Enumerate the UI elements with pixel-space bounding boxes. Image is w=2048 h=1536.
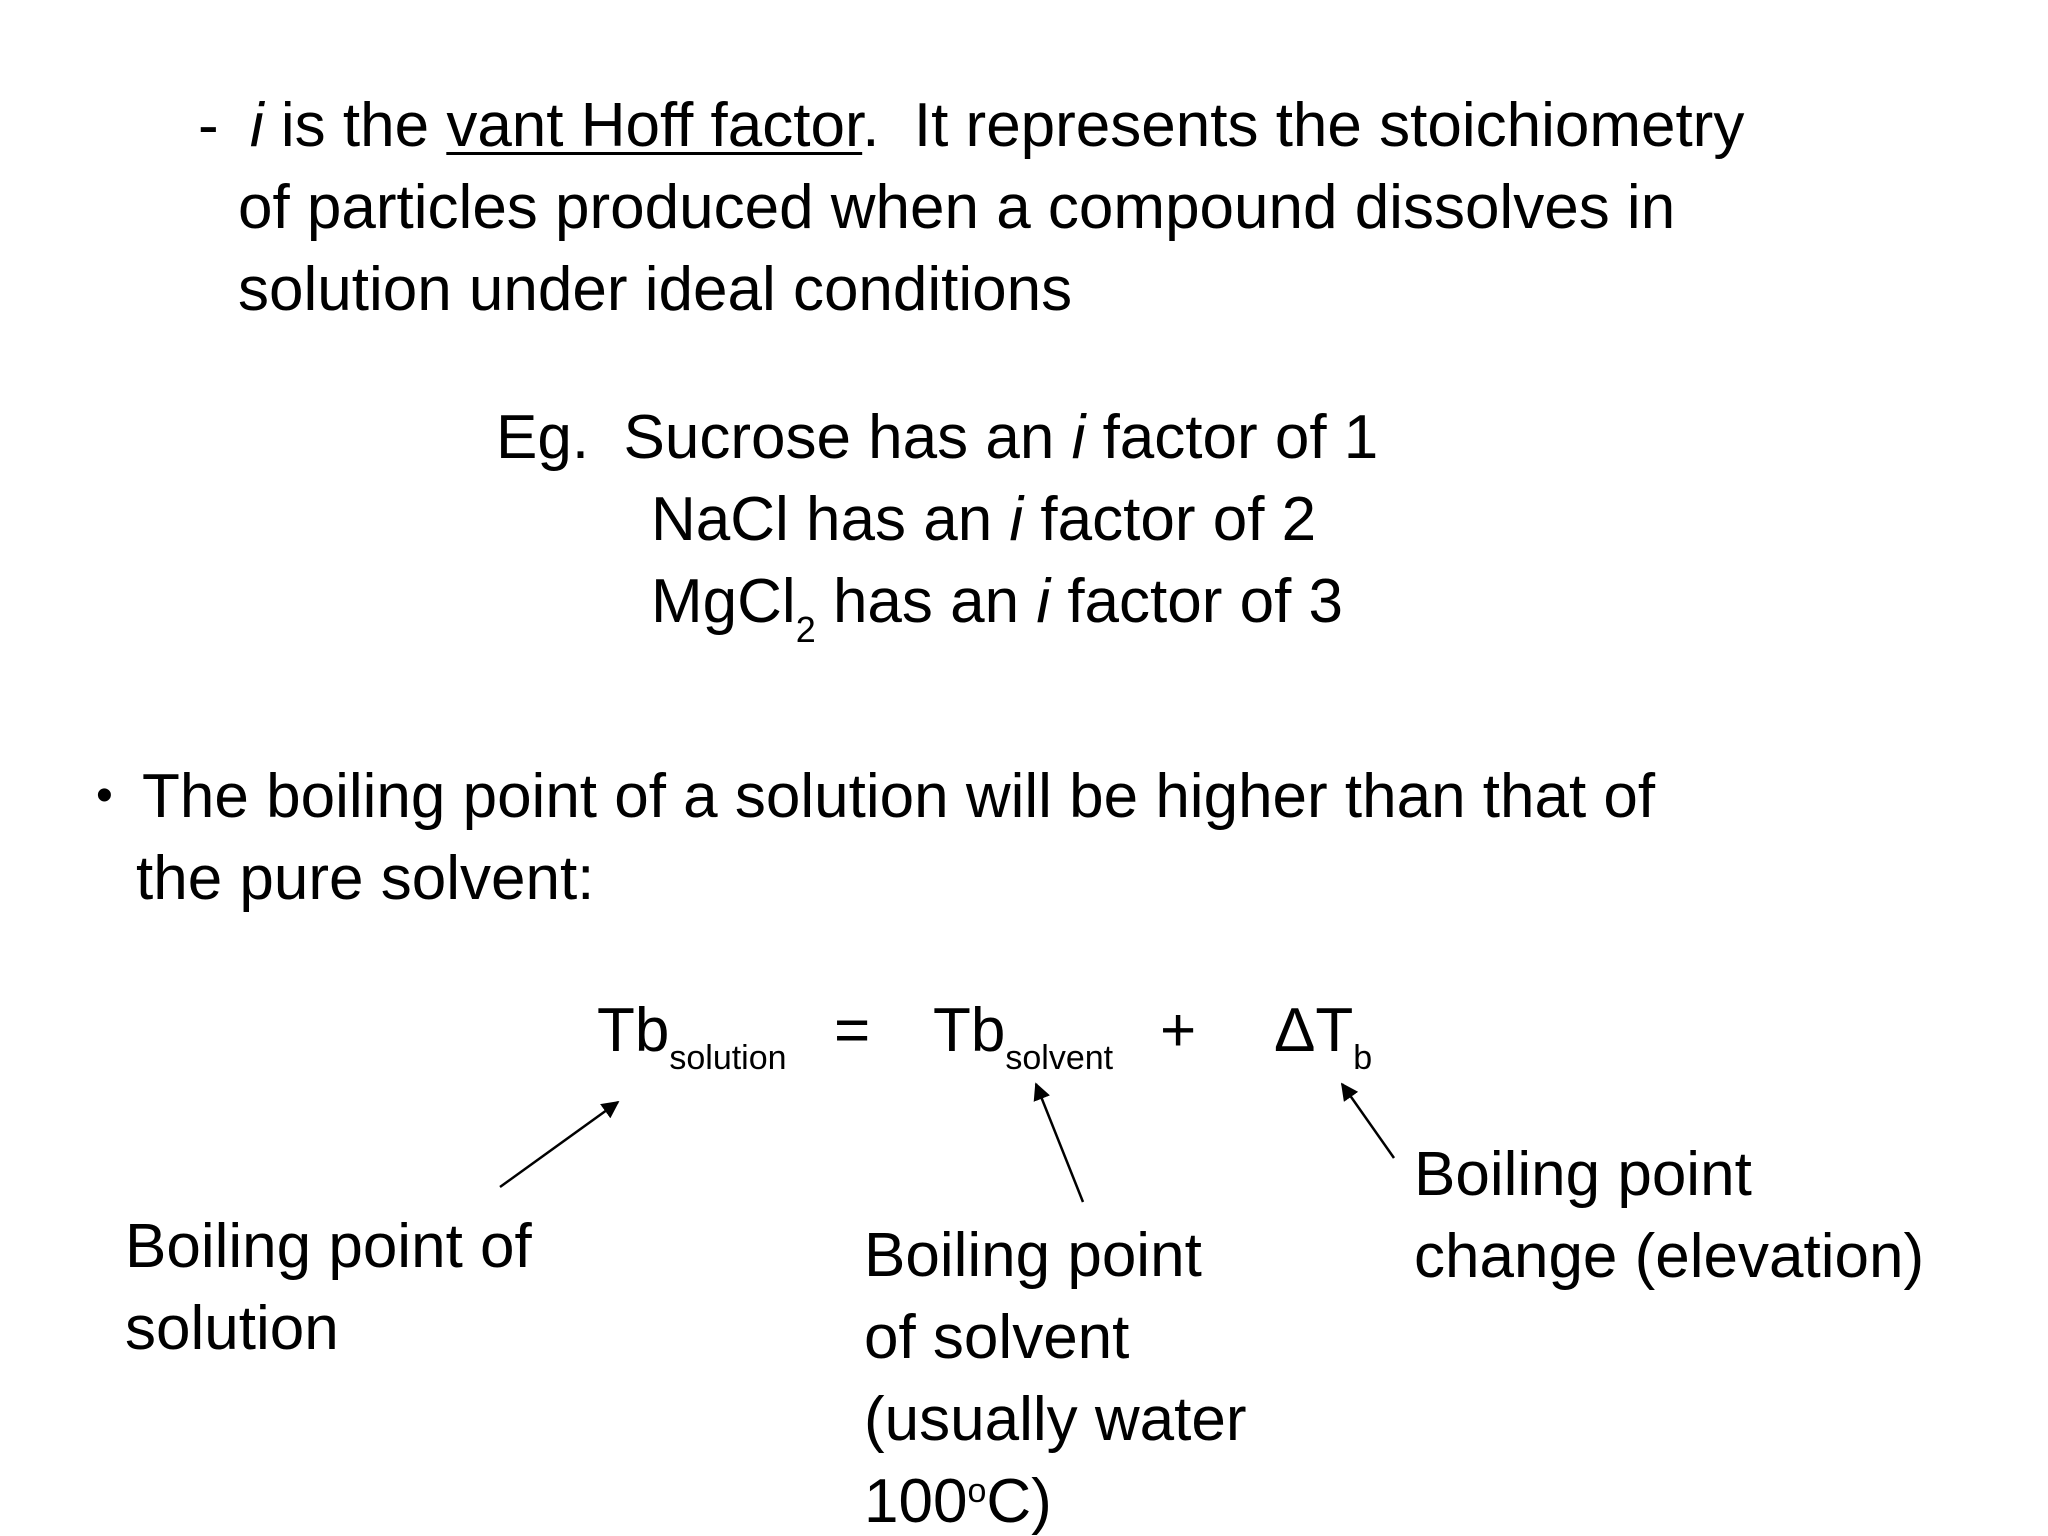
mgcl-text-c: factor of 3 xyxy=(1050,567,1344,636)
degree-superscript: o xyxy=(967,1472,987,1510)
nacl-i: i xyxy=(1009,485,1024,554)
sucrose-text-a: Sucrose has an xyxy=(623,403,1072,472)
intro-text-a: is the xyxy=(263,91,447,160)
label-change-1: Boiling point xyxy=(1414,1140,1752,1209)
nacl-text-a: NaCl has an xyxy=(651,485,1010,554)
arrow-to-tb-solution xyxy=(500,1102,618,1187)
bullet-symbol: • xyxy=(96,769,113,822)
label-change-2: change (elevation) xyxy=(1414,1222,1925,1291)
bullet-line-2: the pure solvent: xyxy=(136,844,595,913)
nacl-text-b: factor of 2 xyxy=(1023,485,1317,554)
sucrose-text-b: factor of 1 xyxy=(1085,403,1379,472)
tb-solution-symbol: Tb xyxy=(597,996,670,1065)
intro-line-2: of particles produced when a compound dissolves in xyxy=(238,173,1676,242)
tb-solvent-subscript: solvent xyxy=(1005,1039,1114,1077)
delta-t-subscript: b xyxy=(1353,1039,1373,1077)
intro-text-b: . It represents the stoichiometry xyxy=(862,91,1745,160)
equals-sign: = xyxy=(834,996,871,1065)
mgcl-text-b: has an xyxy=(815,567,1037,636)
mgcl-text-a: MgCl xyxy=(651,567,796,636)
i-symbol: i xyxy=(249,91,264,160)
label-solution-2: solution xyxy=(125,1294,339,1363)
tb-solution-subscript: solution xyxy=(669,1039,787,1077)
temp-value: 100 xyxy=(864,1467,968,1536)
temp-unit: C) xyxy=(986,1467,1052,1536)
arrow-to-tb-solvent xyxy=(1036,1084,1083,1202)
arrow-to-delta-t xyxy=(1342,1084,1394,1158)
label-solvent-3: (usually water xyxy=(864,1385,1247,1454)
label-solvent-1: Boiling point xyxy=(864,1221,1202,1290)
label-solution-1: Boiling point of xyxy=(125,1212,532,1281)
tb-solvent-symbol: Tb xyxy=(933,996,1006,1065)
mgcl-i: i xyxy=(1036,567,1051,636)
mgcl-subscript: 2 xyxy=(795,609,816,650)
vant-hoff-term: vant Hoff factor xyxy=(446,91,863,160)
sucrose-i: i xyxy=(1071,403,1086,472)
bullet-text-1: The boiling point of a solution will be higher than that of xyxy=(142,762,1656,831)
plus-sign: + xyxy=(1160,996,1197,1065)
label-solvent-2: of solvent xyxy=(864,1303,1130,1372)
delta-t-symbol: ΔT xyxy=(1274,996,1354,1065)
label-solvent-4 xyxy=(864,1467,1052,1536)
eg-label: Eg. xyxy=(496,403,624,472)
dash-marker: - xyxy=(198,91,219,160)
intro-line-3: solution under ideal conditions xyxy=(238,255,1073,324)
